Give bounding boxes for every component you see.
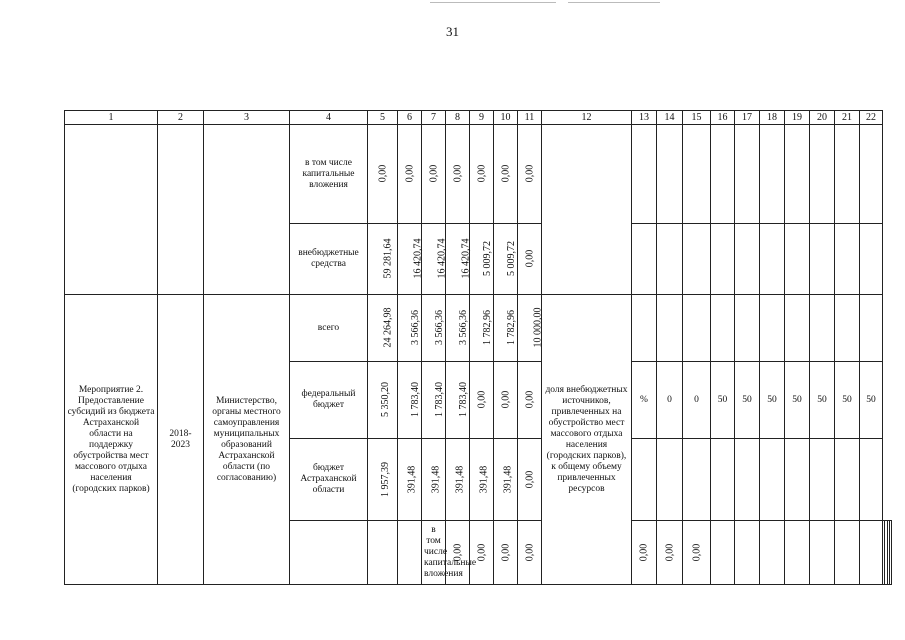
measure-period: 2018-2023: [158, 295, 204, 585]
value-cell: 16 420,74: [398, 224, 422, 295]
value-cell: 1 783,40: [446, 362, 470, 439]
column-header: 7: [422, 111, 446, 125]
value-cell: 0,00: [446, 125, 470, 224]
empty-cell: [683, 224, 711, 295]
empty-cell: [204, 125, 290, 295]
column-header: 16: [711, 111, 735, 125]
column-header: 2: [158, 111, 204, 125]
funding-source: в том числе капитальные вложения: [422, 521, 446, 585]
column-header: 4: [290, 111, 368, 125]
program-table: [64, 110, 892, 585]
indicator-unit: %: [632, 362, 657, 439]
empty-cell: [860, 295, 883, 362]
value-cell: 5 009,72: [494, 224, 518, 295]
empty-cell: [711, 439, 735, 521]
value-cell: 0,00: [398, 125, 422, 224]
empty-cell: [657, 295, 683, 362]
column-header: 12: [542, 111, 632, 125]
value-cell: 16 420,74: [422, 224, 446, 295]
empty-cell: [810, 125, 835, 224]
column-header: 11: [518, 111, 542, 125]
value-cell: 16 420,74: [446, 224, 470, 295]
empty-cell: [835, 295, 860, 362]
value-cell: 24 264,98: [368, 295, 398, 362]
column-header: 1: [65, 111, 158, 125]
value-cell: 0,00: [494, 521, 518, 585]
column-header: 14: [657, 111, 683, 125]
value-cell: 0,00: [518, 125, 542, 224]
empty-cell: [683, 439, 711, 521]
empty-cell: [683, 295, 711, 362]
empty-cell: [785, 125, 810, 224]
value-cell: 1 782,96: [494, 295, 518, 362]
value-cell: 5 009,72: [470, 224, 494, 295]
column-header: 10: [494, 111, 518, 125]
funding-source: федеральный бюджет: [290, 362, 368, 439]
empty-cell: [398, 521, 422, 585]
value-cell: 3 566,36: [422, 295, 446, 362]
empty-cell: [368, 521, 398, 585]
column-header: 6: [398, 111, 422, 125]
empty-cell: [889, 521, 891, 585]
column-header: 8: [446, 111, 470, 125]
funding-source: всего: [290, 295, 368, 362]
empty-cell: [735, 439, 760, 521]
indicator-value: 50: [785, 362, 810, 439]
value-cell: 391,48: [446, 439, 470, 521]
empty-cell: [290, 521, 368, 585]
column-header: 15: [683, 111, 711, 125]
empty-cell: [835, 521, 860, 585]
value-cell: 59 281,64: [368, 224, 398, 295]
funding-source: бюджет Астраханской области: [290, 439, 368, 521]
empty-cell: [860, 521, 883, 585]
value-cell: 0,00: [494, 125, 518, 224]
value-cell: 391,48: [494, 439, 518, 521]
value-cell: 0,00: [470, 362, 494, 439]
value-cell: 1 783,40: [422, 362, 446, 439]
indicator-value: 50: [760, 362, 785, 439]
top-rule: [568, 2, 660, 3]
value-cell: 391,48: [470, 439, 494, 521]
value-cell: 0,00: [518, 521, 542, 585]
indicator-value: 50: [735, 362, 760, 439]
value-cell: 0,00: [470, 125, 494, 224]
empty-cell: [760, 521, 785, 585]
empty-cell: [632, 224, 657, 295]
empty-cell: [760, 439, 785, 521]
empty-cell: [835, 224, 860, 295]
value-cell: 0,00: [518, 224, 542, 295]
empty-cell: [711, 125, 735, 224]
empty-cell: [735, 521, 760, 585]
value-cell: 0,00: [518, 439, 542, 521]
empty-cell: [760, 125, 785, 224]
empty-cell: [760, 224, 785, 295]
header-row: [65, 111, 892, 125]
column-header: 5: [368, 111, 398, 125]
column-header: 21: [835, 111, 860, 125]
value-cell: 10 000,00: [518, 295, 542, 362]
table-row: [65, 125, 892, 224]
empty-cell: [657, 224, 683, 295]
value-cell: 0,00: [683, 521, 711, 585]
value-cell: 0,00: [518, 362, 542, 439]
value-cell: 0,00: [422, 125, 446, 224]
value-cell: 0,00: [368, 125, 398, 224]
indicator-value: 50: [810, 362, 835, 439]
value-cell: 0,00: [632, 521, 657, 585]
empty-cell: [760, 295, 785, 362]
value-cell: 0,00: [470, 521, 494, 585]
column-header: 3: [204, 111, 290, 125]
empty-cell: [785, 224, 810, 295]
column-header: 20: [810, 111, 835, 125]
empty-cell: [735, 295, 760, 362]
value-cell: 5 350,20: [368, 362, 398, 439]
empty-cell: [835, 125, 860, 224]
indicator-value: 50: [835, 362, 860, 439]
page-number: 31: [446, 24, 459, 39]
empty-cell: [632, 439, 657, 521]
empty-cell: [657, 439, 683, 521]
empty-cell: [860, 224, 883, 295]
value-cell: 391,48: [422, 439, 446, 521]
measure-executor: Министерство, органы местного самоуправления муниципальных образований Астраханской области (по согласованию): [204, 295, 290, 585]
funding-source: в том числе капитальные вложения: [290, 125, 368, 224]
empty-cell: [711, 521, 735, 585]
value-cell: 1 957,39: [368, 439, 398, 521]
indicator-name: доля внебюджетных источников, привлеченных на обустройство мест массового отдыха населения (городских парков), к общему объему привлеченных ресурсов: [542, 295, 632, 585]
empty-cell: [810, 439, 835, 521]
indicator-value: 0: [657, 362, 683, 439]
empty-cell: [711, 224, 735, 295]
column-header: 22: [860, 111, 883, 125]
funding-source: внебюджетные средства: [290, 224, 368, 295]
empty-cell: [835, 439, 860, 521]
empty-cell: [785, 439, 810, 521]
value-cell: 0,00: [657, 521, 683, 585]
empty-cell: [657, 125, 683, 224]
column-header: 18: [760, 111, 785, 125]
top-rule: [430, 2, 556, 3]
empty-cell: [860, 439, 883, 521]
empty-cell: [711, 295, 735, 362]
value-cell: 1 783,40: [398, 362, 422, 439]
value-cell: 391,48: [398, 439, 422, 521]
empty-cell: [632, 295, 657, 362]
empty-cell: [810, 224, 835, 295]
value-cell: 3 566,36: [398, 295, 422, 362]
empty-cell: [785, 521, 810, 585]
empty-cell: [683, 125, 711, 224]
empty-cell: [810, 295, 835, 362]
indicator-value: 50: [860, 362, 883, 439]
measure-name: Мероприятие 2. Предоставление субсидий из бюджета Астраханской области на поддержку обустройства мест массового отдыха населения (городских парков): [65, 295, 158, 585]
table-row: [65, 295, 892, 362]
empty-cell: [158, 125, 204, 295]
column-header: 17: [735, 111, 760, 125]
empty-cell: [735, 125, 760, 224]
column-header: 9: [470, 111, 494, 125]
value-cell: 0,00: [494, 362, 518, 439]
empty-cell: [632, 125, 657, 224]
value-cell: 3 566,36: [446, 295, 470, 362]
empty-cell: [542, 125, 632, 295]
empty-cell: [810, 521, 835, 585]
empty-cell: [860, 125, 883, 224]
value-cell: 0,00: [446, 521, 470, 585]
empty-cell: [785, 295, 810, 362]
column-header: 13: [632, 111, 657, 125]
indicator-value: 0: [683, 362, 711, 439]
empty-cell: [735, 224, 760, 295]
column-header: 19: [785, 111, 810, 125]
indicator-value: 50: [711, 362, 735, 439]
empty-cell: [65, 125, 158, 295]
value-cell: 1 782,96: [470, 295, 494, 362]
